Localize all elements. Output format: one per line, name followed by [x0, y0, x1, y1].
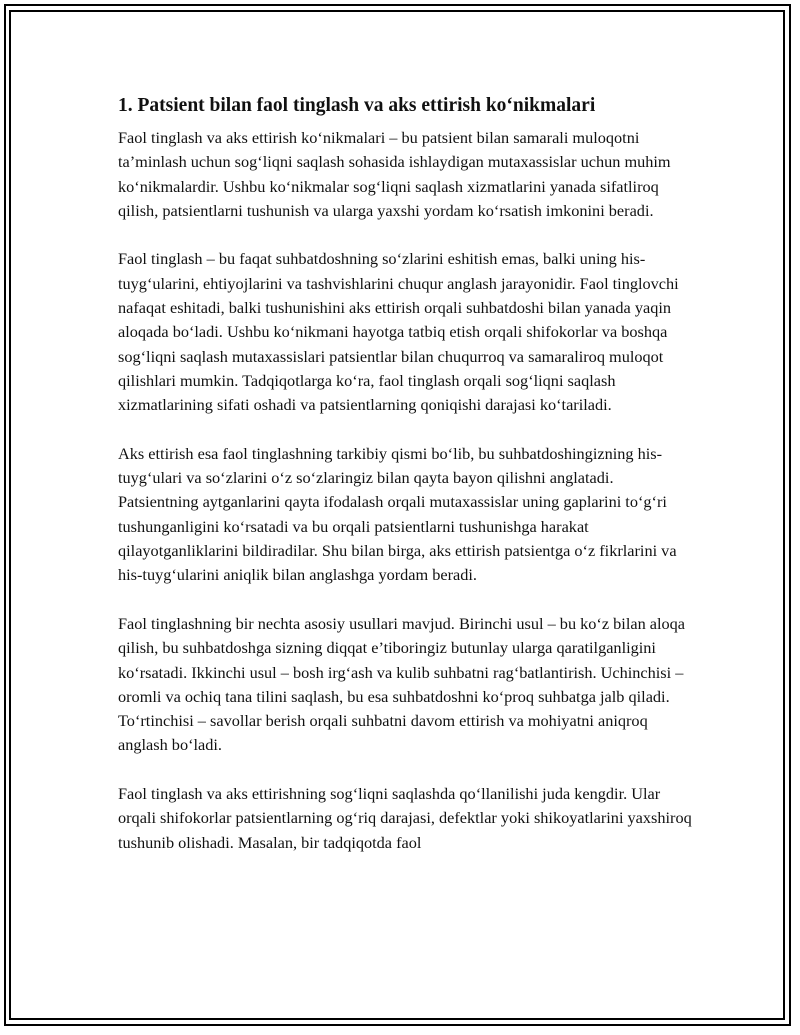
paragraph-1: Faol tinglash va aks ettirish ko‘nikmalari – bu patsient bilan samarali muloqotni ta’minlash uchun sog‘liqni saqlash sohasida ishlaydigan mutaxassislar uchun muhim ko‘nikmalardir. Ushbu ko‘nikmalar sog‘liqni saqlash xizmatlarini yanada sifatliroq qilish, patsientlarni tushunish va ularga yaxshi yordam ko‘rsatish imkonini beradi. [118, 128, 671, 220]
paragraph-2: Faol tinglash – bu faqat suhbatdoshning so‘zlarini eshitish emas, balki uning his-tuyg‘ularini, ehtiyojlarini va tashvishlarini chuqur anglash jarayonidir. Faol tinglovchi nafaqat eshitadi, balki tushunishini aks ettirish orqali suhbatdoshi bilan yanada yaqin aloqada bo‘ladi. Ushbu ko‘nikmani hayotga tatbiq etish orqali shifokorlar va boshqa sog‘liqni saqlash mutaxassislari patsientlar bilan chuqurroq va samaraliroq muloqot qilishlari mumkin. Tadqiqotlarga ko‘ra, faol tinglash orqali sog‘liqni saqlash xizmatlarining sifati oshadi va patsientlarning qoniqishi darajasi ko‘tariladi. [118, 249, 679, 415]
paragraph-5: Faol tinglash va aks ettirishning sog‘liqni saqlashda qo‘llanilishi juda kengdir. Ular orqali shifokorlar patsientlarning og‘riq darajasi, defektlar yoki shikoyatlarini yaxshiroq tushunib olishadi. Masalan, bir tadqiqotda faol [118, 784, 692, 852]
paragraph-4: Faol tinglashning bir nechta asosiy usullari mavjud. Birinchi usul – bu ko‘z bilan aloqa qilish, bu suhbatdoshga sizning diqqat e’tiboringiz butunlay ularga qaratilganligini ko‘rsatadi. Ikkinchi usul – bosh irg‘ash va kulib suhbatni rag‘batlantirish. Uchinchisi – oromli va ochiq tana tilini saqlash, bu esa suhbatdoshni ko‘proq suhbatga jalb qiladi. To‘rtinchisi – savollar berish orqali suhbatni davom ettirish va mohiyatni aniqroq anglash bo‘ladi. [118, 613, 686, 755]
document-body [118, 93, 698, 879]
paragraph-3: Aks ettirish esa faol tinglashning tarkibiy qismi bo‘lib, bu suhbatdoshingizning his-tuyg‘ulari va so‘zlarini o‘z so‘zlaringiz bilan qayta bayon qilishni anglatadi. Patsientning aytganlarini qayta ifodalash orqali mutaxassislar uning gaplarini to‘g‘ri tushunganligini ko‘rsatadi va bu orqali patsientlarni tushunishga harakat qilayotganliklarini bildiradilar. Shu bilan birga, aks ettirish patsientga o‘z fikrlarini va his-tuyg‘ularini aniqlik bilan anglashga yordam beradi. [118, 443, 677, 585]
document-title: 1. Patsient bilan faol tinglash va aks ettirish ko‘nikmalari [118, 95, 596, 116]
